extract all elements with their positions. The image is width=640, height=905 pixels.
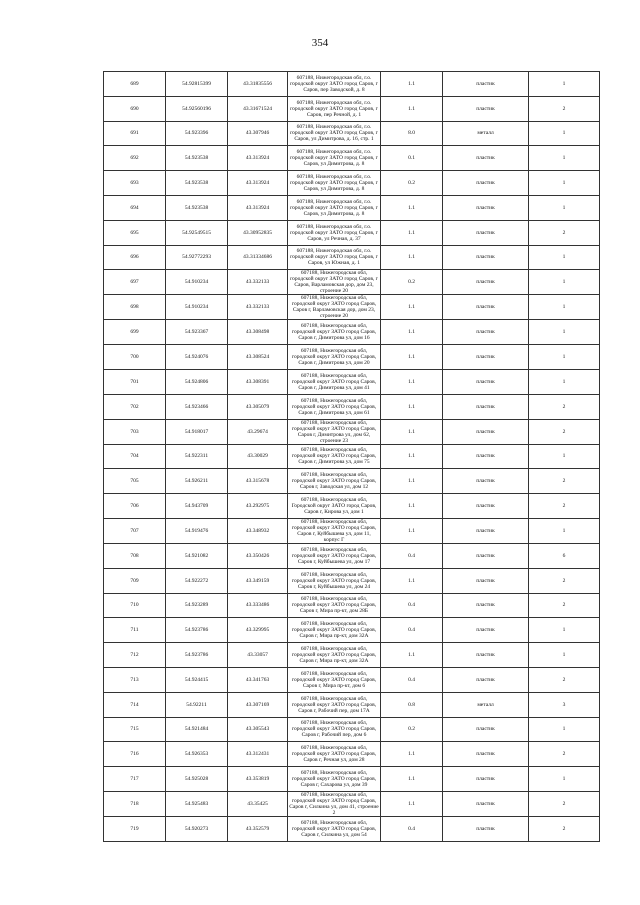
- container-count-cell: 2: [529, 494, 600, 519]
- row-number-cell: 689: [104, 72, 166, 97]
- table-row: [104, 692, 600, 717]
- row-number-cell: 693: [104, 171, 166, 196]
- row-number-cell: 703: [104, 419, 166, 444]
- material-cell: пластик: [443, 394, 529, 419]
- area-cell: 1.1: [381, 295, 443, 320]
- longitude-cell: 43.313924: [228, 195, 288, 220]
- table-row: [104, 543, 600, 568]
- latitude-cell: 54.923538: [166, 171, 228, 196]
- table-row: [104, 568, 600, 593]
- latitude-cell: 54.924076: [166, 345, 228, 370]
- container-count-cell: 1: [529, 195, 600, 220]
- row-number-cell: 699: [104, 320, 166, 345]
- container-count-cell: 2: [529, 220, 600, 245]
- latitude-cell: 54.925028: [166, 767, 228, 792]
- table-row: [104, 121, 600, 146]
- row-number-cell: 706: [104, 494, 166, 519]
- row-number-cell: 713: [104, 667, 166, 692]
- container-count-cell: 2: [529, 593, 600, 618]
- area-cell: 0.2: [381, 270, 443, 295]
- row-number-cell: 710: [104, 593, 166, 618]
- table-row: [104, 742, 600, 767]
- area-cell: 1.1: [381, 791, 443, 816]
- table-row: [104, 469, 600, 494]
- address-cell: 607188, Нижегородская обл, городской округ ЗАТО город Саров, Саров г, Мира пр-кт, дом 32А: [288, 618, 381, 643]
- container-count-cell: 1: [529, 270, 600, 295]
- container-count-cell: 1: [529, 245, 600, 270]
- row-number-cell: 695: [104, 220, 166, 245]
- longitude-cell: 43.332133: [228, 270, 288, 295]
- latitude-cell: 54.922272: [166, 568, 228, 593]
- latitude-cell: 54.925483: [166, 791, 228, 816]
- address-cell: 607188, Нижегородская обл, г.о. городской округ ЗАТО город Саров, г Саров, ул Димитрова, д. 8: [288, 171, 381, 196]
- table-row: [104, 245, 600, 270]
- address-cell: 607188, Нижегородская обл, городской округ ЗАТО город Саров, Саров г, Куйбышева ул, дом 17: [288, 543, 381, 568]
- address-cell: 607188, Нижегородская обл, городской округ ЗАТО город Саров, Саров г, Мира пр-кт, дом 6: [288, 667, 381, 692]
- row-number-cell: 700: [104, 345, 166, 370]
- row-number-cell: 711: [104, 618, 166, 643]
- area-cell: 1.1: [381, 518, 443, 543]
- latitude-cell: 54.923538: [166, 195, 228, 220]
- longitude-cell: 43.31671524: [228, 96, 288, 121]
- latitude-cell: 54.923786: [166, 643, 228, 668]
- area-cell: 0.4: [381, 667, 443, 692]
- table-row: [104, 717, 600, 742]
- area-cell: 1.1: [381, 245, 443, 270]
- container-count-cell: 1: [529, 444, 600, 469]
- latitude-cell: 54.924415: [166, 667, 228, 692]
- material-cell: пластик: [443, 643, 529, 668]
- area-cell: 1.1: [381, 767, 443, 792]
- container-count-cell: 2: [529, 791, 600, 816]
- material-cell: пластик: [443, 469, 529, 494]
- latitude-cell: 54.919476: [166, 518, 228, 543]
- longitude-cell: 43.308498: [228, 320, 288, 345]
- container-count-cell: 1: [529, 295, 600, 320]
- table-row: [104, 146, 600, 171]
- address-cell: 607188, Нижегородская обл, городской округ ЗАТО город Саров, Саров г, Димитрова ул, дом 62, строение 23: [288, 419, 381, 444]
- row-number-cell: 696: [104, 245, 166, 270]
- address-cell: 607188, Нижегородская обл, городской округ ЗАТО город Саров, Саров г, Димитрова ул, дом 75: [288, 444, 381, 469]
- latitude-cell: 54.926211: [166, 469, 228, 494]
- material-cell: пластик: [443, 568, 529, 593]
- longitude-cell: 43.307946: [228, 121, 288, 146]
- table-row: [104, 72, 600, 97]
- longitude-cell: 43.30029: [228, 444, 288, 469]
- material-cell: пластик: [443, 72, 529, 97]
- longitude-cell: 43.332133: [228, 295, 288, 320]
- table-row: [104, 816, 600, 841]
- area-cell: 0.4: [381, 593, 443, 618]
- latitude-cell: 54.910234: [166, 270, 228, 295]
- latitude-cell: 54.923786: [166, 618, 228, 643]
- area-cell: 1.1: [381, 72, 443, 97]
- row-number-cell: 702: [104, 394, 166, 419]
- row-number-cell: 709: [104, 568, 166, 593]
- material-cell: пластик: [443, 146, 529, 171]
- table-row: [104, 369, 600, 394]
- address-cell: 607188, Нижегородская обл, городской округ ЗАТО город Саров, Саров г, Димитрова ул, дом 61: [288, 394, 381, 419]
- material-cell: пластик: [443, 543, 529, 568]
- area-cell: 1.1: [381, 220, 443, 245]
- longitude-cell: 43.349159: [228, 568, 288, 593]
- longitude-cell: 43.341763: [228, 667, 288, 692]
- address-cell: 607188, Нижегородская обл, городской округ ЗАТО город Саров, Саров г, Димитрова ул, дом 16: [288, 320, 381, 345]
- longitude-cell: 43.313924: [228, 171, 288, 196]
- area-cell: 0.1: [381, 146, 443, 171]
- latitude-cell: 54.92815399: [166, 72, 228, 97]
- material-cell: пластик: [443, 742, 529, 767]
- address-cell: 607188, Нижегородская обл, городской округ ЗАТО город Саров, Саров г, Варламовская дор, дом 23, строение 20: [288, 295, 381, 320]
- material-cell: пластик: [443, 791, 529, 816]
- address-cell: 607188, Нижегородская обл, г.о. городской округ ЗАТО город Саров, г Саров, ул Димитрова, д. 8: [288, 146, 381, 171]
- address-cell: 607188, Нижегородская обл, городской округ ЗАТО город Саров, Саров г, Заводская ул, дом 12: [288, 469, 381, 494]
- area-cell: 0.4: [381, 816, 443, 841]
- row-number-cell: 712: [104, 643, 166, 668]
- longitude-cell: 43.352579: [228, 816, 288, 841]
- material-cell: пластик: [443, 518, 529, 543]
- table-body: [104, 72, 600, 842]
- container-sites-table: [103, 71, 600, 842]
- address-cell: 607188, Нижегородская обл, городской округ ЗАТО город Саров, Саров г, Рабочий пер, дом 6: [288, 717, 381, 742]
- material-cell: пластик: [443, 369, 529, 394]
- longitude-cell: 43.313924: [228, 146, 288, 171]
- row-number-cell: 716: [104, 742, 166, 767]
- longitude-cell: 43.29674: [228, 419, 288, 444]
- container-count-cell: 1: [529, 171, 600, 196]
- longitude-cell: 43.312431: [228, 742, 288, 767]
- latitude-cell: 54.921484: [166, 717, 228, 742]
- material-cell: металл: [443, 692, 529, 717]
- address-cell: 607188, Нижегородская обл, г.о. городской округ ЗАТО город Саров, г Саров, ул Димитрова, д. 16, стр. 1: [288, 121, 381, 146]
- longitude-cell: 43.308391: [228, 369, 288, 394]
- longitude-cell: 43.353819: [228, 767, 288, 792]
- longitude-cell: 43.307169: [228, 692, 288, 717]
- material-cell: металл: [443, 121, 529, 146]
- area-cell: 1.1: [381, 369, 443, 394]
- table-row: [104, 171, 600, 196]
- row-number-cell: 697: [104, 270, 166, 295]
- container-count-cell: 1: [529, 767, 600, 792]
- latitude-cell: 54.926353: [166, 742, 228, 767]
- longitude-cell: 43.31835556: [228, 72, 288, 97]
- container-count-cell: 2: [529, 816, 600, 841]
- address-cell: 607188, Нижегородская обл, городской округ ЗАТО город Саров, Саров г, Димитрова ул, дом 41: [288, 369, 381, 394]
- area-cell: 1.1: [381, 96, 443, 121]
- latitude-cell: 54.943709: [166, 494, 228, 519]
- container-count-cell: 3: [529, 692, 600, 717]
- address-cell: 607188, Нижегородская обл, городской округ ЗАТО город Саров, г Саров, Варламовская дор, дом 23, строение 20: [288, 270, 381, 295]
- area-cell: 0.4: [381, 543, 443, 568]
- longitude-cell: 43.315678: [228, 469, 288, 494]
- longitude-cell: 43.33057: [228, 643, 288, 668]
- material-cell: пластик: [443, 717, 529, 742]
- material-cell: пластик: [443, 816, 529, 841]
- latitude-cell: 54.910234: [166, 295, 228, 320]
- row-number-cell: 714: [104, 692, 166, 717]
- container-count-cell: 1: [529, 369, 600, 394]
- address-cell: 607188, Нижегородская обл, городской округ ЗАТО город Саров, Саров г, Мира пр-кт, дом 28Б: [288, 593, 381, 618]
- latitude-cell: 54.920273: [166, 816, 228, 841]
- area-cell: 1.1: [381, 643, 443, 668]
- table-row: [104, 345, 600, 370]
- longitude-cell: 43.30952835: [228, 220, 288, 245]
- address-cell: 607188, Нижегородская обл, г.о. городской округ ЗАТО город Саров, г Саров, ул Южная, д. 1: [288, 245, 381, 270]
- container-count-cell: 2: [529, 394, 600, 419]
- row-number-cell: 707: [104, 518, 166, 543]
- row-number-cell: 715: [104, 717, 166, 742]
- container-count-cell: 1: [529, 618, 600, 643]
- latitude-cell: 54.923367: [166, 320, 228, 345]
- container-count-cell: 2: [529, 469, 600, 494]
- address-cell: 607188, Нижегородская обл, городской округ ЗАТО город Саров, Саров г, Рабочий пер, дом 17А: [288, 692, 381, 717]
- table-row: [104, 419, 600, 444]
- material-cell: пластик: [443, 667, 529, 692]
- row-number-cell: 692: [104, 146, 166, 171]
- row-number-cell: 694: [104, 195, 166, 220]
- area-cell: 1.1: [381, 345, 443, 370]
- area-cell: 0.4: [381, 618, 443, 643]
- address-cell: 607188, Нижегородская обл, городской округ ЗАТО город Саров, Саров г, Куйбышева ул, дом 24: [288, 568, 381, 593]
- container-count-cell: 2: [529, 419, 600, 444]
- table-row: [104, 791, 600, 816]
- table-row: [104, 195, 600, 220]
- latitude-cell: 54.92560196: [166, 96, 228, 121]
- latitude-cell: 54.924806: [166, 369, 228, 394]
- row-number-cell: 690: [104, 96, 166, 121]
- material-cell: пластик: [443, 220, 529, 245]
- row-number-cell: 698: [104, 295, 166, 320]
- material-cell: пластик: [443, 195, 529, 220]
- container-count-cell: 2: [529, 667, 600, 692]
- longitude-cell: 43.308524: [228, 345, 288, 370]
- material-cell: пластик: [443, 171, 529, 196]
- row-number-cell: 717: [104, 767, 166, 792]
- longitude-cell: 43.305543: [228, 717, 288, 742]
- address-cell: 607188, Нижегородская обл, городской округ ЗАТО город Саров, Саров г, Силкина ул, дом 41, строение 2: [289, 791, 379, 816]
- material-cell: пластик: [443, 345, 529, 370]
- latitude-cell: 54.923538: [166, 146, 228, 171]
- table-row: [104, 667, 600, 692]
- latitude-cell: 54.922311: [166, 444, 228, 469]
- table-row: [104, 767, 600, 792]
- longitude-cell: 43.31334686: [228, 245, 288, 270]
- area-cell: 1.1: [381, 394, 443, 419]
- material-cell: пластик: [443, 419, 529, 444]
- longitude-cell: 43.350426: [228, 543, 288, 568]
- table-row: [104, 295, 600, 320]
- area-cell: 1.1: [381, 195, 443, 220]
- material-cell: пластик: [443, 320, 529, 345]
- area-cell: 1.1: [381, 469, 443, 494]
- material-cell: пластик: [443, 618, 529, 643]
- table-row: [104, 96, 600, 121]
- table-row: [104, 394, 600, 419]
- longitude-cell: 43.305079: [228, 394, 288, 419]
- material-cell: пластик: [443, 767, 529, 792]
- container-count-cell: 1: [529, 320, 600, 345]
- container-count-cell: 1: [529, 518, 600, 543]
- latitude-cell: 54.92772293: [166, 245, 228, 270]
- container-count-cell: 1: [529, 643, 600, 668]
- address-cell: 607188, Нижегородская обл, городской округ ЗАТО город Саров, Саров г, Речная ул, дом 28: [288, 742, 381, 767]
- row-number-cell: 701: [104, 369, 166, 394]
- container-count-cell: 1: [529, 717, 600, 742]
- table-row: [104, 444, 600, 469]
- table-row: [104, 220, 600, 245]
- area-cell: 1.1: [381, 494, 443, 519]
- row-number-cell: 708: [104, 543, 166, 568]
- container-count-cell: 1: [529, 345, 600, 370]
- area-cell: 0.2: [381, 171, 443, 196]
- table-row: [104, 643, 600, 668]
- latitude-cell: 54.923396: [166, 121, 228, 146]
- latitude-cell: 54.918017: [166, 419, 228, 444]
- container-count-cell: 6: [529, 543, 600, 568]
- latitude-cell: 54.92211: [166, 692, 228, 717]
- longitude-cell: 43.329995: [228, 618, 288, 643]
- material-cell: пластик: [443, 245, 529, 270]
- longitude-cell: 43.348932: [228, 518, 288, 543]
- address-cell: 607188, Нижегородская обл, г.о. городской округ ЗАТО город Саров, г Саров, ул Димитрова, д. 8: [288, 195, 381, 220]
- table-row: [104, 494, 600, 519]
- area-cell: 8.0: [381, 121, 443, 146]
- address-cell: 607188, Нижегородская обл, городской округ ЗАТО город Саров, Саров г, Силкина ул, дом 54: [288, 816, 381, 841]
- material-cell: пластик: [443, 96, 529, 121]
- area-cell: 1.1: [381, 419, 443, 444]
- latitude-cell: 54.923289: [166, 593, 228, 618]
- latitude-cell: 54.923466: [166, 394, 228, 419]
- container-count-cell: 2: [529, 96, 600, 121]
- material-cell: пластик: [443, 494, 529, 519]
- material-cell: пластик: [443, 444, 529, 469]
- row-number-cell: 705: [104, 469, 166, 494]
- area-cell: 1.1: [381, 320, 443, 345]
- row-number-cell: 718: [104, 791, 166, 816]
- address-cell: 607188, Нижегородская обл, городской округ ЗАТО город Саров, Саров г, Куйбышева ул, дом 11, корпус Г: [288, 518, 381, 543]
- area-cell: 0.8: [381, 692, 443, 717]
- longitude-cell: 43.333486: [228, 593, 288, 618]
- table-row: [104, 270, 600, 295]
- container-count-cell: 1: [529, 72, 600, 97]
- container-count-cell: 2: [529, 568, 600, 593]
- material-cell: пластик: [443, 593, 529, 618]
- material-cell: пластик: [443, 295, 529, 320]
- container-count-cell: 2: [529, 742, 600, 767]
- table-row: [104, 618, 600, 643]
- container-count-cell: 1: [529, 146, 600, 171]
- row-number-cell: 719: [104, 816, 166, 841]
- row-number-cell: 704: [104, 444, 166, 469]
- area-cell: 0.2: [381, 717, 443, 742]
- area-cell: 1.1: [381, 742, 443, 767]
- address-cell: 607188, Нижегородская обл, г.о. городской округ ЗАТО город Саров, г Саров, ул Речная, д. 37: [288, 220, 381, 245]
- address-cell: 607188, Нижегородская обл, Городской округ ЗАТО город Саров, Саров г, Кирова ул, дом 1: [288, 494, 381, 519]
- table-row: [104, 593, 600, 618]
- latitude-cell: 54.92549515: [166, 220, 228, 245]
- table-row: [104, 518, 600, 543]
- page-number: 354: [311, 37, 329, 49]
- address-cell: 607188, Нижегородская обл, городской округ ЗАТО город Саров, Саров г, Сахарова ул, дом 39: [288, 767, 381, 792]
- container-count-cell: 1: [529, 121, 600, 146]
- address-cell: 607188, Нижегородская обл, г.о. городской округ ЗАТО город Саров, г Саров, пер Заводской, д. 8: [288, 72, 381, 97]
- address-cell: 607188, Нижегородская обл, городской округ ЗАТО город Саров, Саров г, Димитрова ул, дом 20: [288, 345, 381, 370]
- longitude-cell: 43.35425: [228, 791, 288, 816]
- address-cell: 607188, Нижегородская обл, городской округ ЗАТО город Саров, Саров г, Мира пр-кт, дом 32А: [288, 643, 381, 668]
- row-number-cell: 691: [104, 121, 166, 146]
- area-cell: 1.1: [381, 444, 443, 469]
- material-cell: пластик: [443, 270, 529, 295]
- address-cell: 607188, Нижегородская обл, г.о. городской округ ЗАТО город Саров, г Саров, пер Речной, д. 1: [288, 96, 381, 121]
- area-cell: 1.1: [381, 568, 443, 593]
- longitude-cell: 43.292975: [228, 494, 288, 519]
- table-row: [104, 320, 600, 345]
- latitude-cell: 54.921082: [166, 543, 228, 568]
